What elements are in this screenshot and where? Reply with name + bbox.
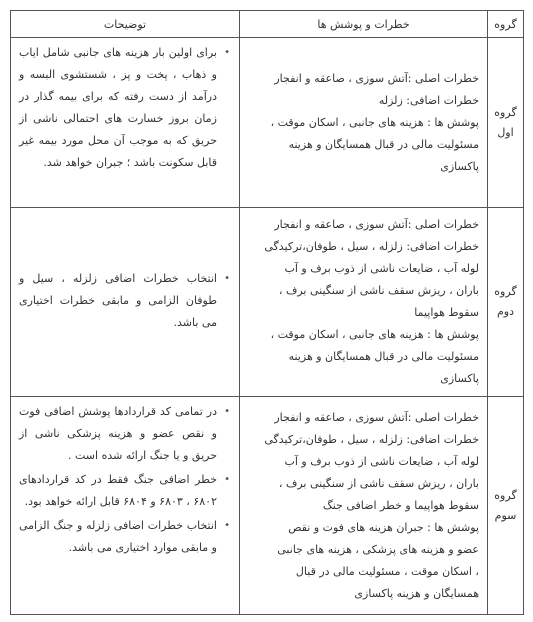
header-risks: خطرات و پوشش ها [240,11,488,38]
notes-list [19,42,231,174]
risks-line: خطرات اصلی :آتش سوزی ، صاعقه و انفجار [274,218,479,231]
note-text: در تمامی کد قراردادها پوشش اضافی فوت و نقص عضو و هزینه پزشکی ناشی از حریق و یا جنگ ارائه شده است . [19,405,217,462]
bullet-icon: • [224,47,230,58]
group-cell [488,397,524,615]
risks-line: باران ، ریزش سقف ناشی از سنگینی برف ، [278,476,479,490]
list-item [19,469,230,513]
group-number: دوم [496,305,515,318]
header-notes: توضیحات [11,11,240,38]
notes-cell [11,38,240,208]
group-label: گروه [494,488,517,502]
risks-line: سقوط هواپیما [414,306,479,319]
note-text: انتخاب خطرات اضافی زلزله و جنگ الزامی و مابقی موارد اختیاری می باشد. [19,519,217,554]
list-item [19,268,230,334]
risks-line: خطرات اضافی: زلزله [378,93,479,107]
risks-line: خطرات اصلی :آتش سوزی ، صاعقه و انفجار [274,71,479,85]
group-cell [488,208,524,397]
group-number: اول [497,125,514,139]
table-row [11,397,524,615]
notes-list [19,268,231,334]
risks-line: لوله آب ، ضایعات ناشی از ذوب برف و آب [284,262,479,275]
risks-line: پوشش ها : هزینه های جانبی ، اسکان موقت ، [270,328,479,341]
risks-line: باران ، ریزش سقف ناشی از سنگینی برف ، [278,284,479,297]
risks-line: خطرات اصلی :آتش سوزی ، صاعقه و انفجار [274,410,479,424]
list-item [19,42,230,174]
risks-line: خطرات اضافی: زلزله ، سیل ، طوفان،ترکیدگی [264,432,479,446]
bullet-icon: • [224,273,230,284]
bullet-icon: • [224,406,230,417]
header-group: گروه [488,11,524,38]
risks-line: پاکسازی [440,159,479,173]
note-text: برای اولین بار هزینه های جانبی شامل ایاب و ذهاب ، پخت و پز ، شستشوی البسه و درآمد از دست رفته که برای بیمه گذار در زمان بروز خسارت های احتمالی ناشی از حریق که به موجب آن محل مورد بیمه غیر قابل سکونت باشد ؛ جبران خواهد شد. [19,46,217,169]
notes-cell [11,208,240,397]
group-label: گروه [494,285,517,298]
risks-cell [240,208,488,397]
risks-line: مسئولیت مالی در قبال همسایگان و هزینه [288,137,479,151]
risks-cell [240,397,488,615]
bullet-icon: • [224,520,230,531]
group-label: گروه [494,105,517,119]
note-text: خطر اضافی جنگ فقط در کد قراردادهای ۶۸۰۲ ، ۶۸۰۳ و ۶۸۰۴ قابل ارائه خواهد بود. [19,473,217,508]
table-header-row [11,11,524,38]
notes-cell [11,397,240,615]
risks-line: سقوط هواپیما و خطر اضافی جنگ [322,498,479,512]
note-text: انتخاب خطرات اضافی زلزله ، سیل و طوفان الزامی و مابقی خطرات اختیاری می باشد. [19,272,217,329]
list-item [19,401,230,467]
risks-line: مسئولیت مالی در قبال همسایگان و هزینه [288,350,479,363]
risks-line: همسایگان و هزینه پاکسازی [354,586,479,600]
risks-line: پاکسازی [440,372,479,385]
risks-line: عضو و هزینه های پزشکی ، هزینه های جانبی [277,542,479,556]
bullet-icon: • [224,474,230,485]
risks-line: پوشش ها : جبران هزینه های فوت و نقص [288,520,479,534]
risks-line: پوشش ها : هزینه های جانبی ، اسکان موقت ، [270,115,479,129]
group-cell [488,38,524,208]
notes-list [19,401,231,559]
risks-line: ، اسکان موقت ، مسئولیت مالی در قبال [295,564,479,578]
insurance-groups-table [10,10,524,615]
table-row [11,38,524,208]
group-number: سوم [494,508,517,522]
list-item [19,515,230,559]
risks-cell [240,38,488,208]
risks-line: لوله آب ، ضایعات ناشی از ذوب برف و آب [284,454,479,468]
table-row [11,208,524,397]
risks-line: خطرات اضافی: زلزله ، سیل ، طوفان،ترکیدگی [264,240,479,253]
